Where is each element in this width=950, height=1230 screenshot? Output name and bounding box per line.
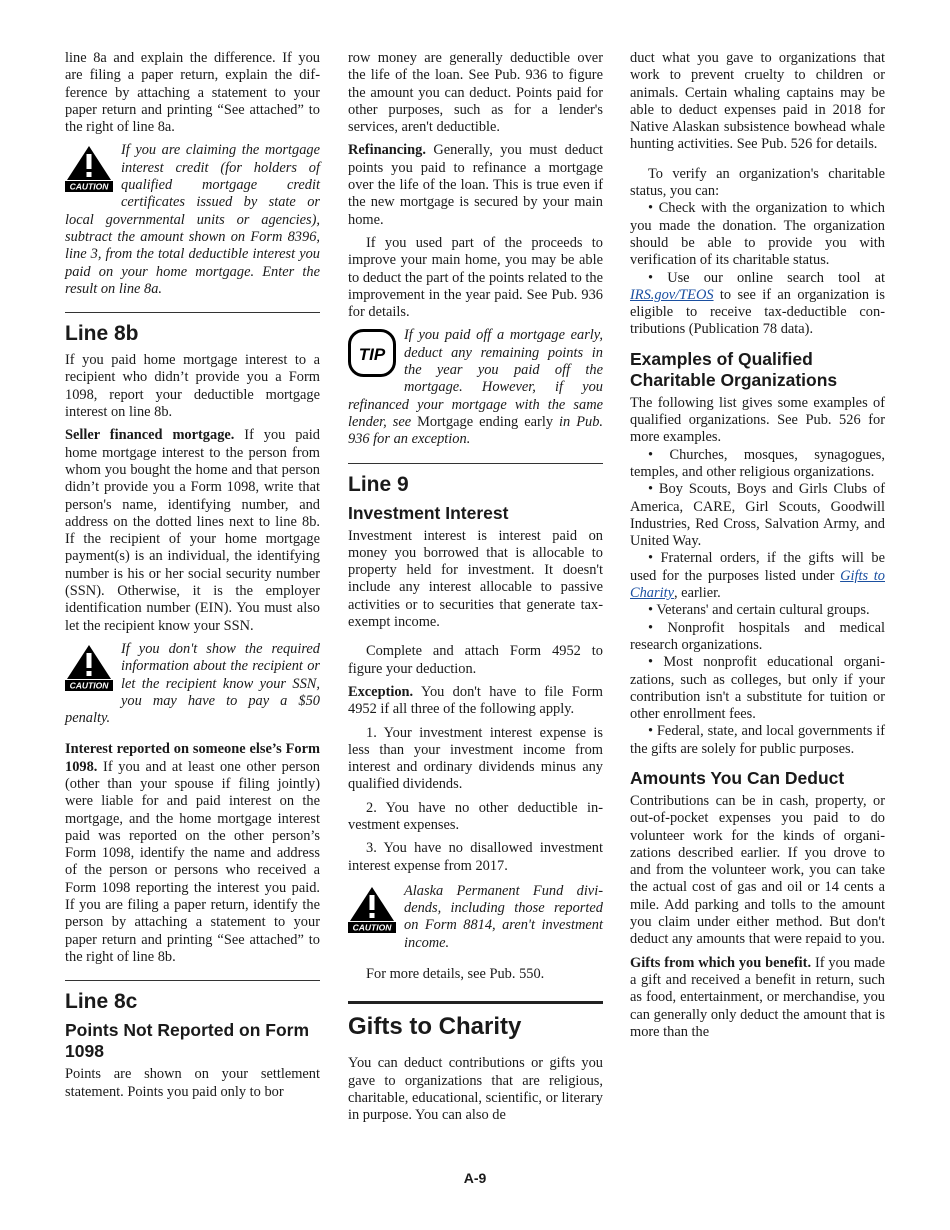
paragraph-gifts: You can deduct contributions or gifts you gave to organizations that are religious, charitable, educational, scientific, or literary in purpose. You can also de — [348, 1055, 603, 1124]
list-item-1: 1. Your investment interest expense is less than your investment income from interest and ordinary dividends minus any qualified dividends. — [348, 724, 603, 793]
section-divider — [65, 312, 320, 313]
list-item-2: 2. You have no other deductible investment expenses. — [348, 799, 603, 833]
caution-label: CAUTION — [352, 922, 392, 933]
bullet-churches: • Churches, mosques, synagogues, temples, and other religious organizations. — [630, 446, 885, 480]
bullet-governments: • Federal, state, and local governments if the gifts are solely for public purposes. — [630, 723, 885, 757]
section-divider — [65, 980, 320, 981]
paragraph-seller-financed: Seller financed mortgage. If you paid home mortgage interest to the person from whom you bought the home and that person didn’t provide you a Form 1098, write that person's name, identifying number, and address on the dotted lines next to line 8b. If the recipient of your home mortgage payment(s) is an individual, the identifying number is his or her social security number (SSN). Otherwise, it is the employer identification number (EIN). You must also let the recipient know your SSN. — [65, 427, 320, 634]
column-1 — [65, 50, 320, 1107]
heading-investment-interest: Investment Interest — [348, 502, 509, 523]
bullet-fraternal-orders: • Fraternal orders, if the gifts will be used for the purposes listed under Gifts to Charity, earlier. — [630, 550, 885, 602]
paragraph-gifts-benefit: Gifts from which you benefit. If you made a gift and received a benefit in return, such as food, entertainment, or merchandise, you can generally only deduct the amount that is more than the — [630, 954, 885, 1040]
heading-gifts-to-charity: Gifts to Charity — [348, 1013, 522, 1041]
caution-icon — [65, 144, 113, 192]
heading-amounts-deduct: Amounts You Can Deduct — [630, 767, 845, 788]
heading-line-9: Line 9 — [348, 472, 409, 496]
caution-icon — [348, 885, 396, 933]
heading-line-8b: Line 8b — [65, 322, 139, 346]
paragraph-amounts: Contributions can be in cash, property, or out-of-pocket expenses you paid to do volunteer work for the kinds of organizations described earlier. If you drove to and from the volunteer work, you can take the actual cost of gas and oil or 14 cents a mile. Add parking and tolls to the amount you claim under either method. But don't deduct any amounts that were repaid to you. — [630, 792, 885, 948]
paragraph-points-continued: row money are generally deductible over the life of the loan. See Pub. 936 to figure the amount you can deduct. Points paid for other purposes, such as for a lender's services, aren't deductible. — [348, 50, 603, 136]
paragraph-exception: Exception. You don't have to file Form 4952 if all three of the following apply. — [348, 683, 603, 718]
bullet-nonprofit-hospitals: • Nonprofit hospitals and medical research organizations. — [630, 619, 885, 653]
paragraph-verify: To verify an organization's charitable status, you can: — [630, 165, 885, 200]
list-item-3: 3. You have no disallowed investment interest expense from 2017. — [348, 840, 603, 874]
caution-note-alaska-fund: CAUTION Alaska Permanent Fund dividends, including those reported on Form 8814, aren't investment income. — [348, 883, 603, 952]
heading-line-8c: Line 8c — [65, 990, 138, 1014]
column-2 — [348, 50, 603, 1131]
page-number: A-9 — [463, 1170, 487, 1186]
paragraph-line8a-continued: line 8a and explain the difference. If you are filing a paper return, explain the difference by attaching a statement to your paper return and printing “See attached” to the right of line 8a. — [65, 50, 320, 136]
caution-label: CAUTION — [69, 181, 109, 192]
bullet-online-search: • Use our online search tool at IRS.gov/TEOS to see if an organization is eligible to receive tax-deductible contributions (Publication 78 data). — [630, 269, 885, 338]
paragraph-line8b: If you paid home mortgage interest to a recipient who didn’t provide you a Form 1098, report your deductible mortgage interest on line 8b. — [65, 352, 320, 421]
paragraph-improve-home: If you used part of the proceeds to improve your main home, you may be able to deduct the part of the points related to the improvement in the year paid. See Pub. 936 for details. — [348, 234, 603, 321]
bullet-educational: • Most nonprofit educational organizations, such as colleges, but only if your contribution isn't a substitute for tuition or other enrollment fees. — [630, 654, 885, 723]
link-gifts-to-charity[interactable]: Gifts to Charity — [630, 567, 885, 602]
paragraph-refinancing: Refinancing. Generally, you must deduct points you paid to refinance a mortgage over the life of the loan. This is true even if the new mortgage is secured by your main home. — [348, 142, 603, 228]
caution-label: CAUTION — [69, 680, 109, 691]
heading-points-not-reported: Points Not Reported on Form 1098 — [65, 1020, 310, 1062]
tip-icon — [348, 329, 396, 377]
paragraph-more-details: For more details, see Pub. 550. — [366, 966, 545, 983]
heading-examples-qualified: Examples of Qualified Charitable Organizations — [630, 348, 838, 390]
paragraph-interest-reported: Interest reported on someone else’s Form 1098. If you and at least one other person (other than your spouse if filing jointly) were liable for and paid interest on the mortgage, and the home mortgage interest paid was reported on the other person’s Form 1098, identify the name and address of the person or persons who received a Form 1098 reporting the interest you paid. If you are filing a paper return, identify the person by attaching a statement to your paper return and printing “See attached” to the right of line 8b. — [65, 741, 320, 965]
paragraph-gifts-continued: duct what you gave to organizations that work to prevent cruelty to children or animals. Certain whaling captains may be able to deduct expenses paid in 2018 for Native Alaskan subsistence bowhead whale hunting activities. See Pub. 526 for details. — [630, 50, 885, 153]
bullet-boy-scouts: • Boy Scouts, Boys and Girls Clubs of America, CARE, Girl Scouts, Goodwill Industries, Red Cross, Salvation Army, and United Way. — [630, 481, 885, 550]
paragraph-complete-4952: Complete and attach Form 4952 to figure your deduction. — [348, 643, 603, 677]
section-divider — [348, 463, 603, 464]
paragraph-examples-list: The following list gives some examples of qualified organizations. See Pub. 526 for more examples. — [630, 394, 885, 446]
link-irs-teos[interactable]: IRS.gov/TEOS — [630, 286, 714, 303]
section-divider-thick — [348, 1001, 603, 1004]
bullet-veterans: • Veterans' and certain cultural groups. — [648, 602, 870, 619]
tip-note-paid-off: TIP If you paid off a mortgage early, deduct any remaining points in the year you paid off the mortgage. However, if you refinanced your mortgage with the same lender, see Mortgage ending early in Pub. 936 for an exception. — [348, 327, 603, 448]
paragraph-investment-interest: Investment interest is interest paid on money you borrowed that is allocable to property held for investment. It doesn't include any interest allocable to passive activities or to securities that generate tax-exempt income. — [348, 527, 603, 631]
column-3 — [630, 50, 885, 1047]
paragraph-points: Points are shown on your settlement statement. Points you paid only to bor — [65, 1066, 320, 1100]
caution-note-penalty: CAUTION If you don't show the required information about the recipient or let the recipient know your SSN, you may have to pay a $50 penalty. — [65, 640, 320, 727]
caution-note-mortgage-credit: CAUTION If you are claiming the mortgage interest credit (for holders of qualified mortgage credit certificates issued by state or local governmental units or agencies), subtract the amount shown on Form 8396, line 3, from the total deductible interest you paid on your home mortgage. Enter the result on line 8a. — [65, 142, 320, 297]
caution-icon — [65, 643, 113, 691]
tip-label: TIP — [358, 345, 386, 365]
bullet-check-organization: • Check with the organization to which you made the donation. The organization should be able to provide you with verification of its charitable status. — [630, 200, 885, 269]
